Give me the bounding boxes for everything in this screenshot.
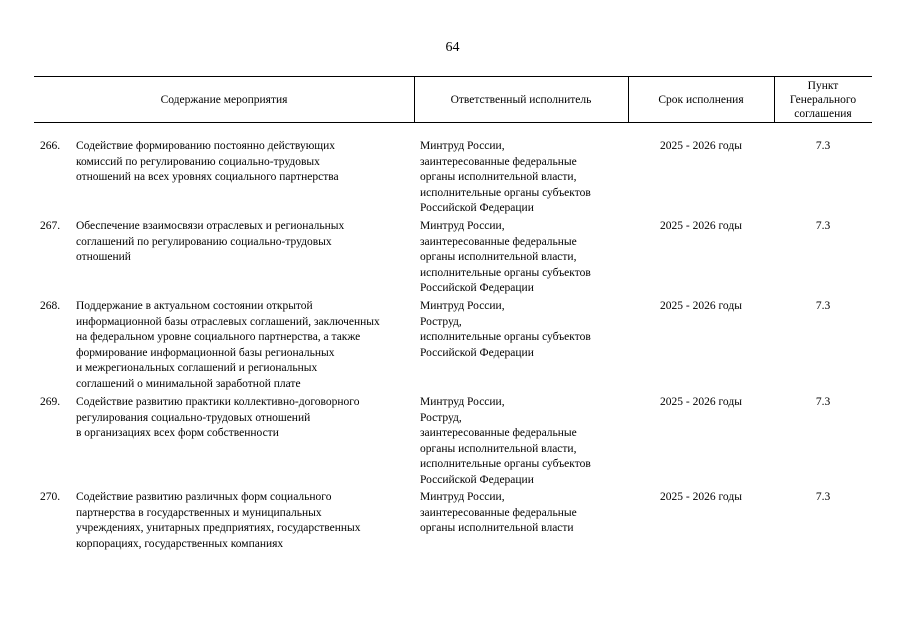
responsible-line: заинтересованные федеральные xyxy=(420,506,577,519)
responsible-line: Роструд, xyxy=(420,411,462,424)
header-item xyxy=(774,77,872,122)
content-line: комиссий по регулированию социально-трудовых xyxy=(76,155,320,168)
row-responsible xyxy=(420,139,626,217)
responsible-line: Роструд, xyxy=(420,315,462,328)
row-content xyxy=(76,395,414,442)
row-number: 267. xyxy=(40,220,61,232)
responsible-line: Российской Федерации xyxy=(420,346,534,359)
responsible-line: органы исполнительной власти, xyxy=(420,251,577,263)
responsible-line: Российской Федерации xyxy=(420,282,534,294)
responsible-line: Минтруд России, xyxy=(420,300,505,312)
responsible-line: заинтересованные федеральные xyxy=(420,155,577,168)
content-line: Содействие формированию постоянно действующих xyxy=(76,140,336,152)
row-deadline: 2025 - 2026 годы xyxy=(660,300,742,312)
responsible-line: исполнительные органы субъектов xyxy=(420,266,591,279)
header-responsible: Ответственный исполнитель xyxy=(450,93,592,106)
row-responsible xyxy=(420,490,626,537)
row-number: 269. xyxy=(40,396,61,408)
responsible-line: Минтруд России, xyxy=(420,396,505,408)
row-item: 7.3 xyxy=(815,491,831,503)
row-responsible xyxy=(420,299,626,361)
content-line: на федеральном уровне социального партнерства, а также xyxy=(76,331,361,343)
responsible-line: Минтруд России, xyxy=(420,220,505,232)
header-deadline: Срок исполнения xyxy=(658,93,744,106)
responsible-line: исполнительные органы субъектов xyxy=(420,458,591,470)
content-line: и межрегиональных соглашений и региональных xyxy=(76,362,318,374)
row-deadline: 2025 - 2026 годы xyxy=(660,220,742,232)
content-line: Обеспечение взаимосвязи отраслевых и региональных xyxy=(76,220,345,232)
content-line: Содействие развитию различных форм социального xyxy=(76,491,332,503)
responsible-line: органы исполнительной власти xyxy=(420,522,574,534)
content-line: партнерства в государственных и муниципальных xyxy=(76,506,322,519)
content-line: регулирования социально-трудовых отношений xyxy=(76,411,311,424)
row-item: 7.3 xyxy=(815,220,831,232)
responsible-line: исполнительные органы субъектов xyxy=(420,331,591,343)
row-content xyxy=(76,219,414,266)
row-responsible xyxy=(420,219,626,297)
responsible-line: заинтересованные федеральные xyxy=(420,235,577,248)
content-line: учреждениях, унитарных предприятиях, государственных xyxy=(76,522,361,534)
content-line: отношений xyxy=(76,251,131,263)
content-line: соглашений о минимальной заработной плате xyxy=(76,377,301,390)
row-content xyxy=(76,490,414,552)
header-item-line: Генерального xyxy=(789,93,857,106)
header-item-line: соглашения xyxy=(794,107,852,120)
table-header xyxy=(34,76,872,123)
header-item-line: Пункт xyxy=(807,79,839,92)
responsible-line: исполнительные органы субъектов xyxy=(420,186,591,199)
content-line: отношений на всех уровнях социального партнерства xyxy=(76,171,339,183)
responsible-line: органы исполнительной власти, xyxy=(420,442,577,455)
responsible-line: заинтересованные федеральные xyxy=(420,427,577,439)
row-item: 7.3 xyxy=(815,140,831,152)
responsible-line: Российской Федерации xyxy=(420,473,534,486)
responsible-line: Российской Федерации xyxy=(420,202,534,214)
row-deadline: 2025 - 2026 годы xyxy=(660,491,742,503)
responsible-line: Минтруд России, xyxy=(420,140,505,152)
row-deadline: 2025 - 2026 годы xyxy=(660,140,742,152)
row-item: 7.3 xyxy=(815,300,831,312)
page-number: 64 xyxy=(445,40,460,55)
row-deadline: 2025 - 2026 годы xyxy=(660,396,742,408)
responsible-line: органы исполнительной власти, xyxy=(420,171,577,183)
row-responsible xyxy=(420,395,626,488)
content-line: информационной базы отраслевых соглашений, заключенных xyxy=(76,315,380,328)
content-line: корпорациях, государственных компаниях xyxy=(76,537,284,550)
row-item: 7.3 xyxy=(815,396,831,408)
row-number: 266. xyxy=(40,140,61,152)
content-line: Поддержание в актуальном состоянии открытой xyxy=(76,300,313,312)
content-line: соглашений по регулированию социально-трудовых xyxy=(76,235,332,248)
responsible-line: Минтруд России, xyxy=(420,491,505,503)
content-line: в организациях всех форм собственности xyxy=(76,427,279,439)
row-content xyxy=(76,139,414,186)
content-line: формирование информационной базы региональных xyxy=(76,346,335,359)
header-content: Содержание мероприятия xyxy=(160,93,288,106)
content-line: Содействие развитию практики коллективно-договорного xyxy=(76,396,360,408)
row-number: 270. xyxy=(40,491,61,503)
row-content xyxy=(76,299,414,392)
row-number: 268. xyxy=(40,300,61,312)
